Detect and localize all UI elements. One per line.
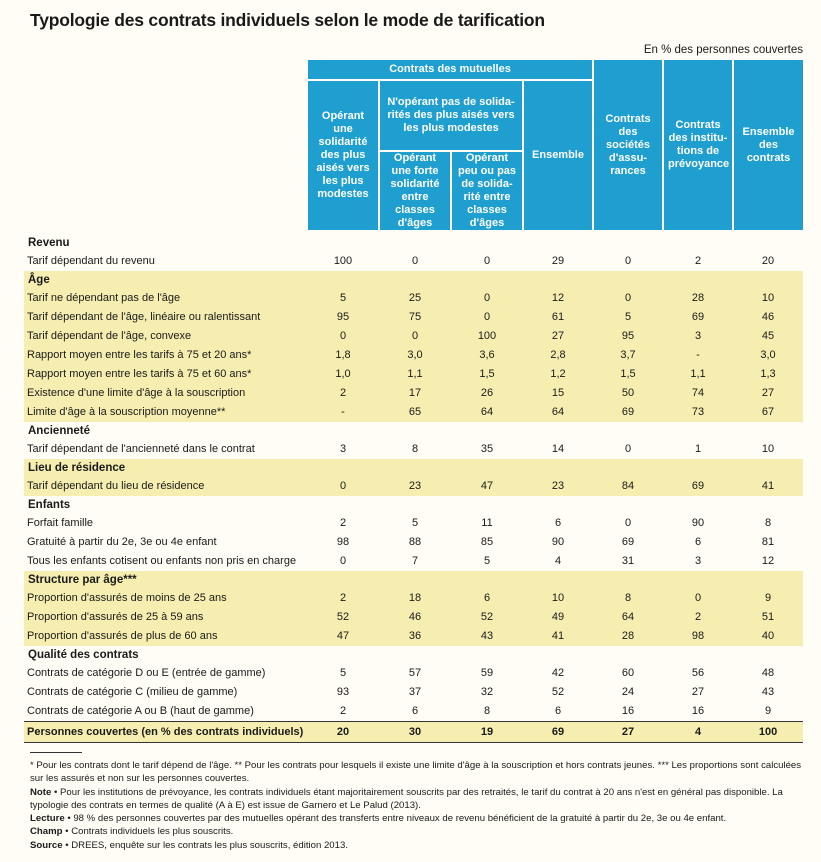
- cell-value: 26: [451, 384, 523, 403]
- cell-value: 59: [451, 664, 523, 683]
- cell-value: 0: [379, 327, 451, 346]
- section-header: [24, 459, 803, 477]
- cell-value: 0: [451, 252, 523, 271]
- cell-value: 81: [733, 533, 803, 552]
- table-row: [24, 477, 803, 496]
- section-header: [24, 496, 803, 514]
- cell-value: 56: [663, 664, 733, 683]
- cell-value: -: [663, 346, 733, 365]
- header-row-1: [24, 60, 803, 80]
- section-title: Structure par âge***: [24, 571, 803, 589]
- cell-value: 95: [593, 327, 663, 346]
- cell-value: 69: [663, 477, 733, 496]
- cell-value: 23: [523, 477, 593, 496]
- cell-value: 27: [663, 683, 733, 702]
- header-societes: Contrats des sociétés d'assu- rances: [593, 60, 663, 230]
- footnote-rule: [30, 752, 82, 753]
- cell-value: 0: [307, 327, 379, 346]
- cell-value: 28: [663, 289, 733, 308]
- cell-value: 0: [307, 552, 379, 571]
- total-label: Personnes couvertes (en % des contrats individuels): [24, 722, 307, 743]
- cell-value: 25: [379, 289, 451, 308]
- row-label: Contrats de catégorie C (milieu de gamme): [24, 683, 307, 702]
- cell-value: 0: [451, 289, 523, 308]
- row-label: Rapport moyen entre les tarifs à 75 et 60 ans*: [24, 365, 307, 384]
- cell-value: 43: [451, 627, 523, 646]
- section-header: [24, 234, 803, 252]
- table-row: [24, 252, 803, 271]
- cell-value: 12: [733, 552, 803, 571]
- cell-value: 6: [523, 514, 593, 533]
- cell-value: 28: [593, 627, 663, 646]
- cell-value: 60: [593, 664, 663, 683]
- cell-value: 84: [593, 477, 663, 496]
- cell-value: 69: [663, 308, 733, 327]
- table-row: [24, 608, 803, 627]
- cell-value: 10: [523, 589, 593, 608]
- header-mutuelles: Contrats des mutuelles: [307, 60, 593, 80]
- cell-value: 41: [523, 627, 593, 646]
- row-label: Tarif dépendant de l'ancienneté dans le contrat: [24, 440, 307, 459]
- section-title: Âge: [24, 271, 803, 289]
- cell-value: 1: [663, 440, 733, 459]
- footnote-source: Source • DREES, enquête sur les contrats les plus souscrits, édition 2013.: [30, 839, 348, 851]
- cell-value: -: [307, 403, 379, 422]
- cell-value: 12: [523, 289, 593, 308]
- data-table: [24, 60, 803, 743]
- cell-value: 47: [307, 627, 379, 646]
- cell-value: 10: [733, 440, 803, 459]
- row-label: Contrats de catégorie D ou E (entrée de gamme): [24, 664, 307, 683]
- row-label: Tarif dépendant de l'âge, convexe: [24, 327, 307, 346]
- cell-value: 43: [733, 683, 803, 702]
- cell-value: 0: [593, 289, 663, 308]
- row-label: Existence d'une limite d'âge à la souscription: [24, 384, 307, 403]
- cell-value: 2: [307, 514, 379, 533]
- cell-value: 14: [523, 440, 593, 459]
- cell-value: 42: [523, 664, 593, 683]
- cell-value: 88: [379, 533, 451, 552]
- cell-value: 5: [451, 552, 523, 571]
- cell-value: 7: [379, 552, 451, 571]
- cell-value: 52: [307, 608, 379, 627]
- cell-value: 36: [379, 627, 451, 646]
- cell-value: 18: [379, 589, 451, 608]
- cell-value: 1,5: [451, 365, 523, 384]
- row-label: Tarif ne dépendant pas de l'âge: [24, 289, 307, 308]
- cell-value: 74: [663, 384, 733, 403]
- footnote-stars: * Pour les contrats dont le tarif dépend de l'âge. ** Pour les contrats pour lesquels il existe une limite d'âge à la souscription et hors contrats jeunes. *** Les proportions sont calculées sur les assurés et non sur les personnes couvertes.: [30, 760, 802, 785]
- cell-value: 9: [733, 702, 803, 722]
- cell-value: 16: [663, 702, 733, 722]
- cell-value: 3: [663, 327, 733, 346]
- table-row: [24, 327, 803, 346]
- cell-value: 90: [663, 514, 733, 533]
- cell-value: 5: [379, 514, 451, 533]
- cell-value: 90: [523, 533, 593, 552]
- cell-value: 0: [451, 308, 523, 327]
- header-non-solidarite: N'opérant pas de solida- rités des plus aisés vers les plus modestes: [379, 80, 523, 151]
- table-row: [24, 702, 803, 722]
- cell-value: 1,1: [663, 365, 733, 384]
- cell-value: 6: [523, 702, 593, 722]
- header-blank: [24, 60, 307, 230]
- table-row: [24, 664, 803, 683]
- cell-value: 0: [593, 252, 663, 271]
- header-ensemble-contrats: Ensemble des contrats: [733, 60, 803, 230]
- cell-value: 8: [379, 440, 451, 459]
- cell-value: 46: [379, 608, 451, 627]
- cell-value: 2: [307, 384, 379, 403]
- cell-value: 8: [733, 514, 803, 533]
- cell-value: 0: [663, 589, 733, 608]
- row-label: Proportion d'assurés de plus de 60 ans: [24, 627, 307, 646]
- cell-value: 64: [593, 608, 663, 627]
- table-row: [24, 627, 803, 646]
- row-label: Tous les enfants cotisent ou enfants non pris en charge: [24, 552, 307, 571]
- cell-value: 75: [379, 308, 451, 327]
- section-header: [24, 422, 803, 440]
- cell-value: 0: [307, 477, 379, 496]
- cell-value: 98: [663, 627, 733, 646]
- cell-value: 3,6: [451, 346, 523, 365]
- row-label: Tarif dépendant du revenu: [24, 252, 307, 271]
- cell-value: 5: [593, 308, 663, 327]
- cell-value: 6: [663, 533, 733, 552]
- total-value: 19: [451, 722, 523, 743]
- cell-value: 50: [593, 384, 663, 403]
- row-label: Gratuité à partir du 2e, 3e ou 4e enfant: [24, 533, 307, 552]
- table-row: [24, 514, 803, 533]
- cell-value: 2: [663, 252, 733, 271]
- cell-value: 24: [593, 683, 663, 702]
- table-row: [24, 289, 803, 308]
- cell-value: 11: [451, 514, 523, 533]
- cell-value: 49: [523, 608, 593, 627]
- cell-value: 1,5: [593, 365, 663, 384]
- section-title: Lieu de résidence: [24, 459, 803, 477]
- cell-value: 8: [451, 702, 523, 722]
- cell-value: 4: [523, 552, 593, 571]
- header-prevoyance: Contrats des institu- tions de prévoyance: [663, 60, 733, 230]
- section-header: [24, 271, 803, 289]
- cell-value: 6: [451, 589, 523, 608]
- cell-value: 100: [307, 252, 379, 271]
- cell-value: 47: [451, 477, 523, 496]
- footnotes: [30, 752, 805, 852]
- table-title: Typologie des contrats individuels selon le mode de tarification: [30, 10, 545, 30]
- table-row: [24, 346, 803, 365]
- total-row: [24, 722, 803, 743]
- cell-value: 73: [663, 403, 733, 422]
- cell-value: 64: [523, 403, 593, 422]
- cell-value: 48: [733, 664, 803, 683]
- section-title: Enfants: [24, 496, 803, 514]
- footnote-note: Note • Pour les institutions de prévoyance, les contrats individuels étant majoritairement souscrits par des retraités, le tarif du contrat à 20 ans n'est en général pas disponible. La typologie des contrats en termes de qualité (A à E) est issue de Garnero et Le Palud (2013).: [30, 786, 783, 811]
- cell-value: 100: [451, 327, 523, 346]
- cell-value: 3: [663, 552, 733, 571]
- cell-value: 10: [733, 289, 803, 308]
- row-label: Tarif dépendant de l'âge, linéaire ou ralentissant: [24, 308, 307, 327]
- cell-value: 95: [307, 308, 379, 327]
- header-peu-solidarite-ages: Opérant peu ou pas de solida- rité entre classes d'âges: [451, 151, 523, 230]
- table-row: [24, 440, 803, 459]
- total-value: 69: [523, 722, 593, 743]
- cell-value: 27: [523, 327, 593, 346]
- cell-value: 2: [663, 608, 733, 627]
- total-value: 100: [733, 722, 803, 743]
- total-value: 4: [663, 722, 733, 743]
- cell-value: 52: [451, 608, 523, 627]
- cell-value: 69: [593, 533, 663, 552]
- footnote-lecture: Lecture • 98 % des personnes couvertes par des mutuelles opérant des transferts entre niveaux de revenu bénéficient de la gratuité à partir du 2e, 3e ou 4e enfant.: [30, 813, 727, 825]
- table-row: [24, 308, 803, 327]
- cell-value: 31: [593, 552, 663, 571]
- cell-value: 5: [307, 289, 379, 308]
- cell-value: 2: [307, 702, 379, 722]
- table-row: [24, 403, 803, 422]
- cell-value: 32: [451, 683, 523, 702]
- total-value: 30: [379, 722, 451, 743]
- cell-value: 0: [593, 440, 663, 459]
- cell-value: 15: [523, 384, 593, 403]
- cell-value: 93: [307, 683, 379, 702]
- cell-value: 9: [733, 589, 803, 608]
- cell-value: 51: [733, 608, 803, 627]
- footnote-champ: Champ • Contrats individuels les plus souscrits.: [30, 826, 234, 838]
- cell-value: 2: [307, 589, 379, 608]
- cell-value: 37: [379, 683, 451, 702]
- table-row: [24, 384, 803, 403]
- cell-value: 3,7: [593, 346, 663, 365]
- cell-value: 46: [733, 308, 803, 327]
- table-row: [24, 533, 803, 552]
- cell-value: 16: [593, 702, 663, 722]
- cell-value: 41: [733, 477, 803, 496]
- cell-value: 1,1: [379, 365, 451, 384]
- cell-value: 64: [451, 403, 523, 422]
- cell-value: 57: [379, 664, 451, 683]
- cell-value: 65: [379, 403, 451, 422]
- total-value: 20: [307, 722, 379, 743]
- section-header: [24, 646, 803, 664]
- cell-value: 1,8: [307, 346, 379, 365]
- cell-value: 0: [593, 514, 663, 533]
- cell-value: 3,0: [379, 346, 451, 365]
- cell-value: 29: [523, 252, 593, 271]
- table-row: [24, 552, 803, 571]
- cell-value: 1,2: [523, 365, 593, 384]
- cell-value: 1,3: [733, 365, 803, 384]
- row-label: Contrats de catégorie A ou B (haut de gamme): [24, 702, 307, 722]
- row-label: Proportion d'assurés de 25 à 59 ans: [24, 608, 307, 627]
- cell-value: 6: [379, 702, 451, 722]
- row-label: Tarif dépendant du lieu de résidence: [24, 477, 307, 496]
- cell-value: 85: [451, 533, 523, 552]
- header-forte-solidarite-ages: Opérant une forte solidarité entre classes d'âges: [379, 151, 451, 230]
- cell-value: 3,0: [733, 346, 803, 365]
- cell-value: 67: [733, 403, 803, 422]
- section-title: Revenu: [24, 234, 803, 252]
- cell-value: 69: [593, 403, 663, 422]
- cell-value: 8: [593, 589, 663, 608]
- cell-value: 5: [307, 664, 379, 683]
- section-title: Qualité des contrats: [24, 646, 803, 664]
- cell-value: 27: [733, 384, 803, 403]
- cell-value: 3: [307, 440, 379, 459]
- cell-value: 61: [523, 308, 593, 327]
- cell-value: 45: [733, 327, 803, 346]
- cell-value: 17: [379, 384, 451, 403]
- row-label: Limite d'âge à la souscription moyenne**: [24, 403, 307, 422]
- cell-value: 35: [451, 440, 523, 459]
- section-title: Ancienneté: [24, 422, 803, 440]
- row-label: Proportion d'assurés de moins de 25 ans: [24, 589, 307, 608]
- cell-value: 2,8: [523, 346, 593, 365]
- cell-value: 1,0: [307, 365, 379, 384]
- total-value: 27: [593, 722, 663, 743]
- table-row: [24, 365, 803, 384]
- unit-label: En % des personnes couvertes: [643, 44, 803, 56]
- header-ensemble-mutuelles: Ensemble: [523, 80, 593, 230]
- section-header: [24, 571, 803, 589]
- row-label: Rapport moyen entre les tarifs à 75 et 20 ans*: [24, 346, 307, 365]
- cell-value: 23: [379, 477, 451, 496]
- cell-value: 98: [307, 533, 379, 552]
- table-row: [24, 683, 803, 702]
- cell-value: 20: [733, 252, 803, 271]
- table-row: [24, 589, 803, 608]
- cell-value: 52: [523, 683, 593, 702]
- cell-value: 0: [379, 252, 451, 271]
- header-solidarite-modestes: Opérant une solidarité des plus aisés vers les plus modestes: [307, 80, 379, 230]
- cell-value: 40: [733, 627, 803, 646]
- row-label: Forfait famille: [24, 514, 307, 533]
